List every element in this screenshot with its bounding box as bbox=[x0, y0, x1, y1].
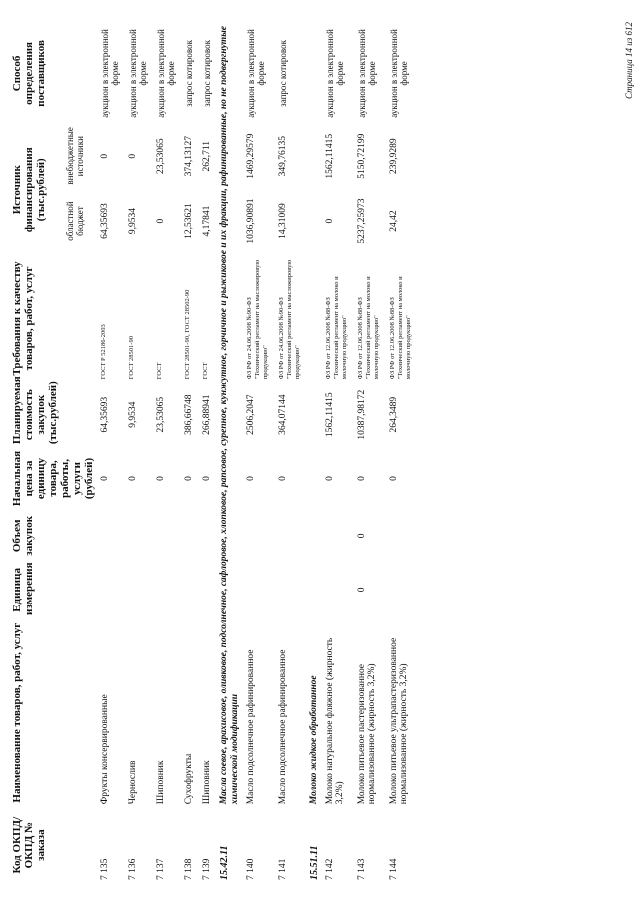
item-volume bbox=[96, 510, 124, 562]
item-funding-extra: 23,53065 bbox=[156, 138, 166, 175]
item-volume bbox=[152, 510, 180, 562]
table-row bbox=[385, 22, 417, 883]
item-funding-extra: 262,711 bbox=[202, 140, 212, 172]
item-funding-regional: 0 bbox=[156, 218, 166, 224]
header-funding-regional: областной бюджет bbox=[65, 201, 86, 241]
table-row bbox=[152, 22, 180, 883]
item-unit bbox=[96, 562, 124, 618]
item-method: аукцион в электронной форме bbox=[128, 29, 148, 118]
item-code: 7 142 bbox=[325, 858, 335, 880]
section-row bbox=[216, 22, 242, 883]
item-code: 7 141 bbox=[278, 858, 288, 880]
item-planned-cost: 9,9534 bbox=[128, 401, 138, 428]
item-planned-cost: 1562,11415 bbox=[325, 392, 335, 438]
item-requirements: ФЗ РФ от 12.06.2008 №88-ФЗ "Технический регламент на молоко и молочную продукцию" bbox=[357, 276, 380, 380]
item-planned-cost: 2506,2047 bbox=[246, 394, 256, 435]
item-volume bbox=[180, 510, 198, 562]
item-method: аукцион в электронной форме bbox=[389, 29, 409, 118]
item-code: 7 143 bbox=[357, 858, 367, 880]
item-code: 7 144 bbox=[389, 858, 399, 880]
item-requirements: ГОСТ Р 52186-2003 bbox=[100, 324, 107, 380]
item-funding-regional: 9,9534 bbox=[128, 208, 138, 235]
item-planned-cost: 364,07144 bbox=[278, 394, 288, 435]
header-name: Наименование товаров, работ, услуг bbox=[11, 622, 23, 803]
table-row bbox=[198, 22, 216, 883]
item-start-price: 0 bbox=[246, 476, 256, 481]
item-planned-cost: 23,53065 bbox=[156, 396, 166, 433]
item-funding-extra: 374,13127 bbox=[184, 136, 194, 177]
item-funding-regional: 1036,90891 bbox=[246, 198, 256, 244]
item-requirements: ФЗ РФ от 12.06.2008 №88-ФЗ "Технический регламент на молоко и молочную продукцию" bbox=[389, 276, 412, 380]
item-unit bbox=[124, 562, 152, 618]
item-requirements: ФЗ РФ от 24.06.2008 №90-ФЗ "Технический регламент на масложировую продукцию" bbox=[246, 259, 269, 380]
item-requirements: ФЗ РФ от 24.06.2008 №90-ФЗ "Технический регламент на масложировую продукцию" bbox=[278, 259, 301, 380]
table-row bbox=[353, 22, 385, 883]
item-requirements: ФЗ РФ от 12.06.2008 №88-ФЗ "Технический регламент на молоко и молочную продукцию" bbox=[325, 276, 348, 380]
section-code: 15.51.11 bbox=[309, 845, 320, 880]
item-code: 7 139 bbox=[202, 858, 212, 880]
item-volume bbox=[274, 510, 306, 562]
header-funding-extra: внебюджетные источники bbox=[65, 127, 86, 185]
item-requirements: ГОСТ bbox=[156, 362, 163, 380]
item-unit bbox=[274, 562, 306, 618]
item-funding-regional: 12,53621 bbox=[184, 203, 194, 239]
table-row bbox=[124, 22, 152, 883]
item-funding-regional: 4,17841 bbox=[202, 205, 212, 237]
item-start-price: 0 bbox=[184, 476, 194, 481]
item-name: Шиповник bbox=[156, 760, 166, 805]
item-volume bbox=[321, 510, 353, 562]
table-row bbox=[274, 22, 306, 883]
item-planned-cost: 64,35693 bbox=[100, 396, 110, 433]
item-start-price: 0 bbox=[156, 476, 166, 481]
item-funding-extra: 1562,11415 bbox=[325, 133, 335, 179]
item-method: аукцион в электронной форме bbox=[325, 29, 345, 118]
procurement-table bbox=[10, 22, 417, 883]
item-volume bbox=[242, 510, 274, 562]
item-unit bbox=[321, 562, 353, 618]
item-method: аукцион в электронной форме bbox=[246, 29, 266, 118]
header-planned-cost: Планируемая стоимость закупок (тыс.рублей) bbox=[11, 376, 59, 445]
item-planned-cost: 264,3489 bbox=[389, 396, 399, 433]
header-requirements: Требования к качеству товаров, работ, услуг bbox=[11, 261, 35, 376]
item-unit: 0 bbox=[357, 587, 367, 593]
item-funding-extra: 5150,72199 bbox=[357, 133, 367, 179]
item-start-price: 0 bbox=[100, 476, 110, 481]
item-funding-regional: 24,42 bbox=[389, 210, 399, 232]
item-unit bbox=[152, 562, 180, 618]
item-unit bbox=[242, 562, 274, 618]
item-funding-extra: 239,9289 bbox=[389, 138, 399, 175]
item-method: запрос котировок bbox=[202, 40, 212, 107]
item-name: Фрукты консервированные bbox=[100, 694, 110, 805]
item-method: аукцион в электронной форме bbox=[100, 29, 120, 118]
item-funding-extra: 0 bbox=[100, 153, 110, 159]
item-method: аукцион в электронной форме bbox=[156, 29, 176, 118]
table-row bbox=[321, 22, 353, 883]
item-start-price: 0 bbox=[357, 476, 367, 481]
section-code: 15.42.11 bbox=[219, 845, 230, 880]
item-code: 7 138 bbox=[184, 858, 194, 880]
item-unit bbox=[385, 562, 417, 618]
item-start-price: 0 bbox=[202, 476, 212, 481]
item-method: запрос котировок bbox=[184, 40, 194, 107]
item-funding-regional: 0 bbox=[325, 218, 335, 224]
header-unit: Единица измерения bbox=[11, 562, 35, 616]
header-funding: Источник финансирования (тыс.рублей) bbox=[11, 147, 47, 233]
item-start-price: 0 bbox=[128, 476, 138, 481]
item-funding-extra: 349,76135 bbox=[278, 136, 288, 177]
item-requirements: ГОСТ 28501-90 bbox=[128, 336, 135, 380]
item-code: 7 135 bbox=[100, 858, 110, 880]
item-unit bbox=[198, 562, 216, 618]
item-name: Молоко питьевое пастеризованное нормализованное (жирность 3,2%) bbox=[357, 663, 377, 805]
item-volume bbox=[124, 510, 152, 562]
table-row bbox=[242, 22, 274, 883]
header-method: Способ определения поставщиков bbox=[11, 40, 47, 107]
item-code: 7 136 bbox=[128, 858, 138, 880]
item-name: Масло подсолнечное рафинированное bbox=[278, 649, 288, 805]
item-volume: 0 bbox=[357, 533, 367, 539]
section-row bbox=[306, 22, 321, 883]
header-code: Код ОКПД/ ОКПД № заказа bbox=[11, 816, 47, 874]
table-body bbox=[96, 22, 417, 883]
item-method: аукцион в электронной форме bbox=[357, 29, 377, 118]
item-name: Шиповник bbox=[202, 760, 212, 805]
page-footer: Страница 14 из 612 bbox=[624, 22, 634, 99]
item-name: Сухофрукты bbox=[184, 753, 194, 805]
item-requirements: ГОСТ bbox=[202, 362, 209, 380]
item-volume bbox=[385, 510, 417, 562]
item-funding-regional: 5237,25973 bbox=[357, 198, 367, 244]
item-planned-cost: 10387,98172 bbox=[357, 389, 367, 440]
table-row bbox=[96, 22, 124, 883]
item-planned-cost: 386,66748 bbox=[184, 394, 194, 435]
item-requirements: ГОСТ 28501-90, ГОСТ 28502-90 bbox=[184, 289, 191, 380]
item-start-price: 0 bbox=[389, 476, 399, 481]
item-funding-regional: 14,31009 bbox=[278, 203, 288, 239]
header-volume: Объем закупок bbox=[11, 515, 35, 556]
item-start-price: 0 bbox=[325, 476, 335, 481]
item-name: Масло подсолнечное рафинированное bbox=[246, 649, 256, 805]
item-funding-regional: 64,35693 bbox=[100, 203, 110, 239]
item-start-price: 0 bbox=[278, 476, 288, 481]
item-funding-extra: 1469,29579 bbox=[246, 133, 256, 179]
item-name: Чернослив bbox=[128, 760, 138, 805]
item-funding-extra: 0 bbox=[128, 153, 138, 159]
section-name: Молоко жидкое обработанное bbox=[309, 675, 319, 805]
table-row bbox=[180, 22, 198, 883]
item-planned-cost: 266,88941 bbox=[202, 394, 212, 435]
item-volume bbox=[198, 510, 216, 562]
table-header bbox=[10, 22, 96, 883]
item-unit bbox=[180, 562, 198, 618]
item-name: Молоко питьевое ультрапастеризованное нормализованное (жирность 3,2%) bbox=[389, 637, 409, 805]
item-method: запрос котировок bbox=[278, 40, 288, 107]
item-code: 7 140 bbox=[246, 858, 256, 880]
item-name: Молоко натуральное фляжное (жирность 3,2%) bbox=[325, 637, 345, 805]
section-name: Масла соевое, арахисовое, оливковое, подсолнечное, сафлоровое, хлопковое, рапсовое, сурепное, кунжутное, горчичное и рыжиковое и их фракции, рафинированные, но не подвергнутые химической модификации bbox=[219, 25, 240, 805]
header-start-price: Начальная цена за единицу товара, работы, услуги (рублей) bbox=[11, 450, 95, 507]
item-code: 7 137 bbox=[156, 858, 166, 880]
